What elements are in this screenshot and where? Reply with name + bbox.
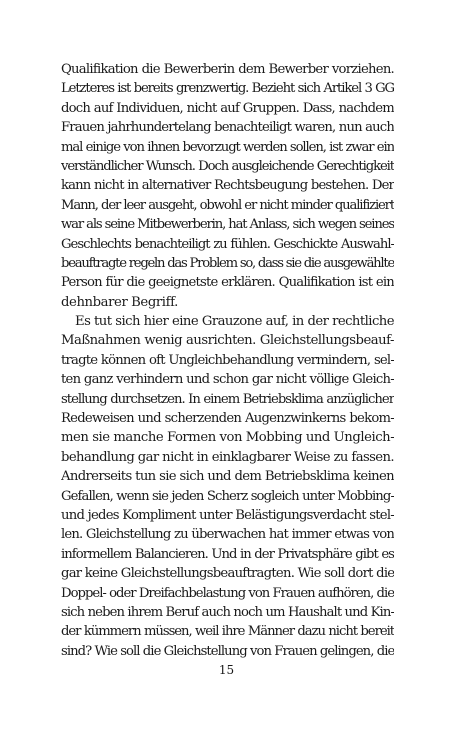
paragraph-1 — [61, 60, 394, 312]
text-line: Andrerseits tun sie sich und dem Betriebsklima keinen — [61, 469, 394, 485]
text-line: gar keine Gleichstellungsbeauftragten. Wie soll dort die — [61, 566, 394, 582]
text-line: kann nicht in alternativer Rechtsbeugung bestehen. Der — [61, 178, 394, 194]
text-line: und jedes Kompliment unter Belästigungsverdacht stel- — [61, 507, 394, 523]
text-line: Redeweisen und scherzenden Augenzwinkerns bekom- — [61, 411, 394, 427]
text-line: men sie manche Formen von Mobbing und Ungleich- — [61, 430, 394, 446]
body-text — [61, 60, 394, 661]
text-line: Es tut sich hier eine Grauzone auf, in der rechtliche — [75, 314, 394, 330]
text-line: tragte können oft Ungleichbehandlung vermindern, sel- — [61, 352, 394, 368]
text-line: Gefallen, wenn sie jeden Scherz sogleich unter Mobbing- — [61, 488, 394, 504]
text-line: Geschlechts benachteiligt zu fühlen. Geschickte Auswahl- — [61, 236, 394, 252]
text-line: der kümmern müssen, weil ihre Männer dazu nicht bereit — [61, 624, 394, 640]
text-line: ten ganz verhindern und schon gar nicht völlige Gleich- — [61, 372, 394, 388]
text-line: dehnbarer Begriff. — [61, 294, 178, 310]
text-line: Mann, der leer ausgeht, obwohl er nicht minder qualifiziert — [61, 197, 394, 213]
text-line: len. Gleichstellung zu überwachen hat immer etwas von — [61, 527, 394, 543]
text-line: Person für die geeignetste erklären. Qualifikation ist ein — [61, 275, 394, 291]
text-line: Doppel- oder Dreifachbelastung von Frauen aufhören, die — [61, 585, 394, 601]
text-line: beauftragte regeln das Problem so, dass sie die ausgewählte — [61, 255, 394, 271]
page-number: 15 — [218, 663, 235, 677]
text-line: mal einige von ihnen bevorzugt werden sollen, ist zwar ein — [61, 139, 394, 155]
text-line: doch auf Individuen, nicht auf Gruppen. Dass, nachdem — [61, 100, 394, 116]
text-line: stellung durchsetzen. In einem Betriebsklima anzüglicher — [61, 391, 394, 407]
text-line: Frauen jahrhundertelang benachteiligt waren, nun auch — [61, 120, 394, 136]
text-line: sich neben ihrem Beruf auch noch um Haushalt und Kin- — [61, 604, 394, 620]
text-line: verständlicher Wunsch. Doch ausgleichende Gerechtigkeit — [61, 158, 394, 174]
paragraph-2 — [61, 312, 394, 661]
text-line: informellem Balancieren. Und in der Privatsphäre gibt es — [61, 546, 394, 562]
text-line: Letzteres ist bereits grenzwertig. Bezieht sich Artikel 3 GG — [61, 81, 394, 97]
text-line: Maßnahmen wenig ausrichten. Gleichstellungsbeauf- — [61, 333, 394, 349]
text-line: war als seine Mitbewerberin, hat Anlass, sich wegen seines — [61, 217, 394, 233]
text-line: Qualifikation die Bewerberin dem Bewerber vorziehen. — [61, 62, 394, 77]
text-line: behandlung gar nicht in einklagbarer Weise zu fassen. — [61, 449, 394, 465]
text-line: sind? Wie soll die Gleichstellung von Frauen gelingen, die — [61, 643, 394, 659]
